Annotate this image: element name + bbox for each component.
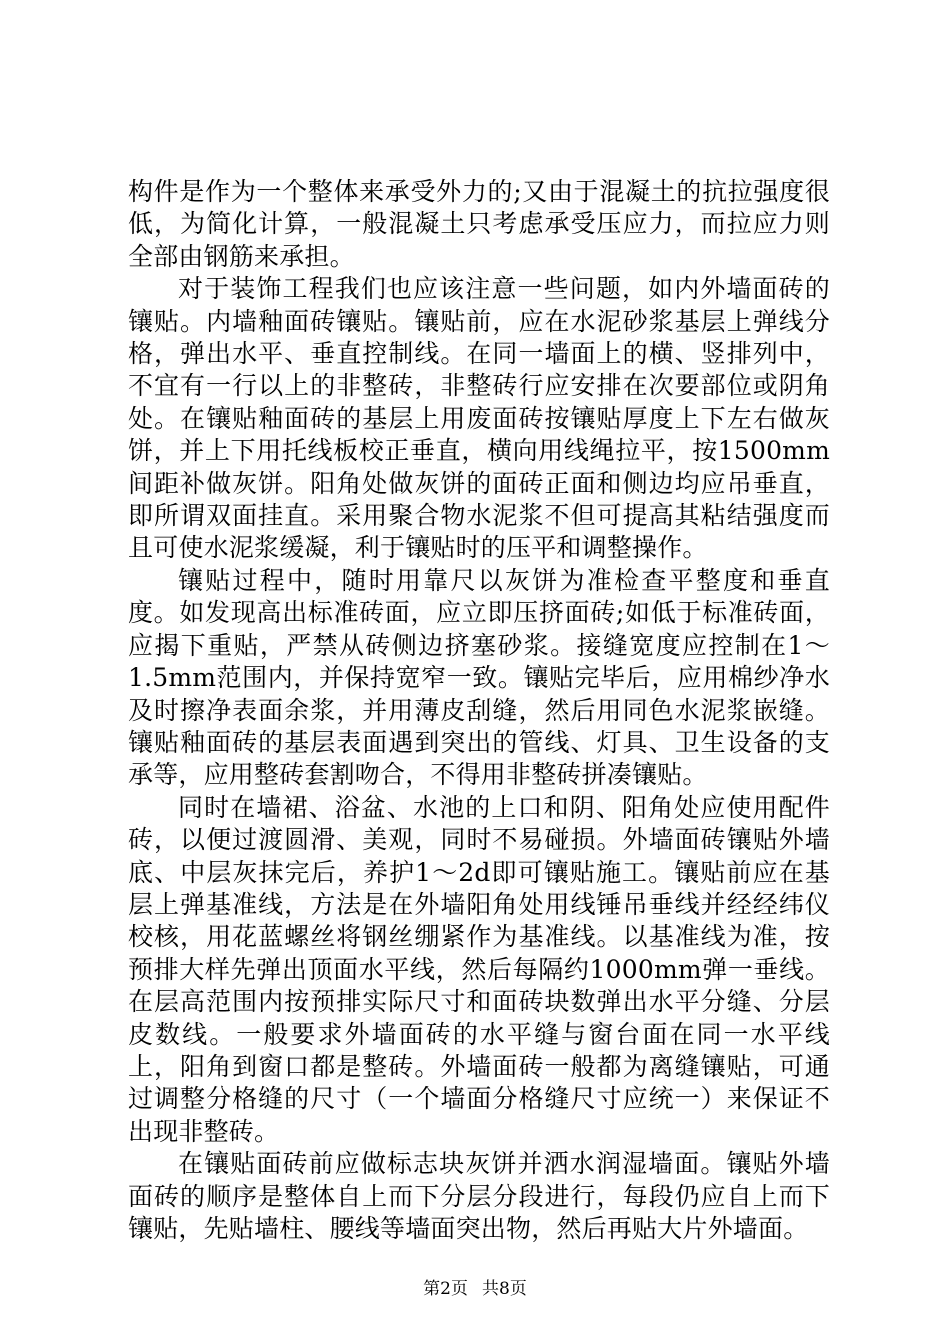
document-body [128,176,830,1245]
page-footer [0,1278,950,1300]
paragraph-4: 同时在墙裙、浴盆、水池的上口和阴、阳角处应使用配件砖，以便过渡圆滑、美观，同时不易碰损。外墙面砖镶贴外墙底、中层灰抹完后，养护1～2d即可镶贴施工。镶贴前应在基层上弹基准线，方法是在外墙阳角处用线锤吊垂线并经经纬仪校核，用花蓝螺丝将钢丝绷紧作为基准线。以基准线为准，按预排大样先弹出顶面水平线，然后每隔约1000mm弹一垂线。在层高范围内按预排实际尺寸和面砖块数弹出水平分缝、分层皮数线。一般要求外墙面砖的水平缝与窗台面在同一水平线上，阳角到窗口都是整砖。外墙面砖一般都为离缝镶贴，可通过调整分格缝的尺寸（一个墙面分格缝尺寸应统一）来保证不出现非整砖。 [128,792,830,1146]
paragraph-5: 在镶贴面砖前应做标志块灰饼并洒水润湿墙面。镶贴外墙面砖的顺序是整体自上而下分层分段进行，每段仍应自上而下镶贴，先贴墙柱、腰线等墙面突出物，然后再贴大片外墙面。 [128,1149,830,1243]
page-number: 第2页 [423,1279,468,1299]
paragraph-1: 构件是作为一个整体来承受外力的;又由于混凝土的抗拉强度很低，为简化计算，一般混凝土只考虑承受压应力，而拉应力则全部由钢筋来承担。 [128,177,830,271]
page-total: 共8页 [482,1279,527,1299]
paragraph-2: 对于装饰工程我们也应该注意一些问题，如内外墙面砖的镶贴。内墙釉面砖镶贴。镶贴前，应在水泥砂浆基层上弹线分格，弹出水平、垂直控制线。在同一墙面上的横、竖排列中，不宜有一行以上的非整砖，非整砖行应安排在次要部位或阴角处。在镶贴釉面砖的基层上用废面砖按镶贴厚度上下左右做灰饼，并上下用托线板校正垂直，横向用线绳拉平，按1500mm间距补做灰饼。阳角处做灰饼的面砖正面和侧边均应吊垂直，即所谓双面挂直。采用聚合物水泥浆不但可提高其粘结强度而且可使水泥浆缓凝，利于镶贴时的压平和调整操作。 [128,274,830,563]
paragraph-3: 镶贴过程中，随时用靠尺以灰饼为准检查平整度和垂直度。如发现高出标准砖面，应立即压挤面砖;如低于标准砖面，应揭下重贴，严禁从砖侧边挤塞砂浆。接缝宽度应控制在1～1.5mm范围内，并保持宽窄一致。镶贴完毕后，应用棉纱净水及时擦净表面余浆，并用薄皮刮缝，然后用同色水泥浆嵌缝。镶贴釉面砖的基层表面遇到突出的管线、灯具、卫生设备的支承等，应用整砖套割吻合，不得用非整砖拼凑镶贴。 [128,565,830,790]
